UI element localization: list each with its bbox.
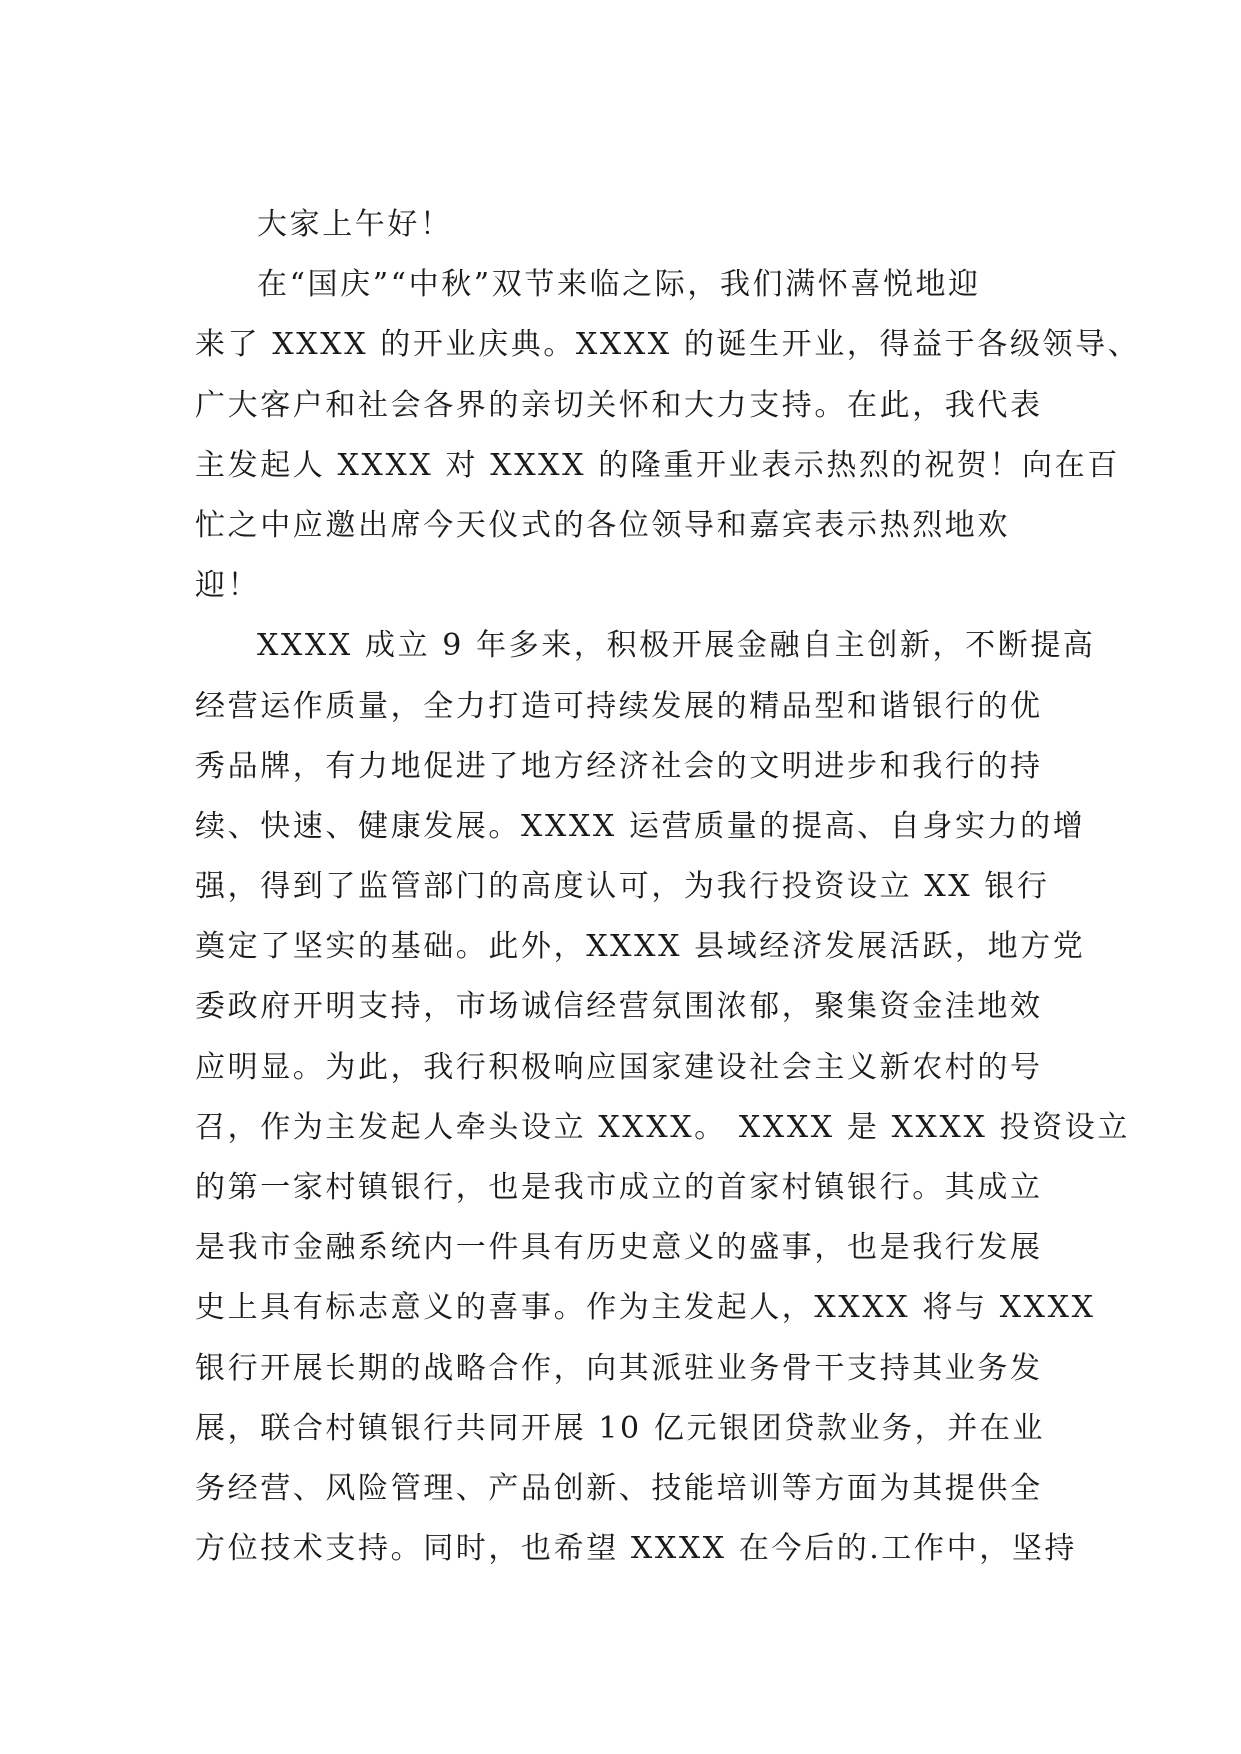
paragraph-line: 续、快速、健康发展。XXXX 运营质量的提高、自身实力的增	[195, 808, 1086, 844]
document-body	[195, 195, 1141, 1579]
paragraph-line: 广大客户和社会各界的亲切关怀和大力支持。在此，我代表	[195, 387, 1043, 423]
paragraph-line: 召，作为主发起人牵头设立 XXXX。 XXXX 是 XXXX 投资设立	[195, 1109, 1130, 1145]
paragraph-line: 忙之中应邀出席今天仪式的各位领导和嘉宾表示热烈地欢	[195, 507, 1010, 543]
paragraph-line: 在“国庆”“中秋”双节来临之际，我们满怀喜悦地迎	[257, 267, 981, 303]
paragraph-line: 奠定了坚实的基础。此外，XXXX 县域经济发展活跃，地方党	[195, 929, 1086, 965]
paragraph-line: 迎！	[195, 568, 261, 604]
paragraph-line: 主发起人 XXXX 对 XXXX 的隆重开业表示热烈的祝贺！向在百	[195, 447, 1120, 483]
paragraph-line: 委政府开明支持，市场诚信经营氛围浓郁，聚集资金洼地效	[195, 989, 1043, 1025]
paragraph-line: 是我市金融系统内一件具有历史意义的盛事，也是我行发展	[195, 1230, 1043, 1266]
paragraph-line: 来了 XXXX 的开业庆典。XXXX 的诞生开业，得益于各级领导、	[195, 327, 1141, 363]
paragraph-line: 方位技术支持。同时，也希望 XXXX 在今后的.工作中，坚持	[195, 1531, 1078, 1567]
paragraph-line: 银行开展长期的战略合作，向其派驻业务骨干支持其业务发	[195, 1350, 1043, 1386]
paragraph-opening	[195, 255, 1141, 616]
paragraph-line: 大家上午好！	[257, 207, 453, 242]
paragraph-main	[195, 616, 1130, 1579]
paragraph-line: 的第一家村镇银行，也是我市成立的首家村镇银行。其成立	[195, 1170, 1043, 1205]
paragraph-line: XXXX 成立 9 年多来，积极开展金融自主创新，不断提高	[257, 628, 1096, 664]
paragraph-greeting	[195, 195, 1055, 255]
paragraph-line: 展，联合村镇银行共同开展 10 亿元银团贷款业务，并在业	[195, 1410, 1046, 1446]
paragraph-line: 强，得到了监管部门的高度认可，为我行投资设立 XX 银行	[195, 869, 1050, 905]
paragraph-line: 务经营、风险管理、产品创新、技能培训等方面为其提供全	[195, 1470, 1043, 1506]
paragraph-line: 应明显。为此，我行积极响应国家建设社会主义新农村的号	[195, 1049, 1043, 1085]
paragraph-line: 经营运作质量，全力打造可持续发展的精品型和谐银行的优	[195, 688, 1043, 724]
paragraph-line: 秀品牌，有力地促进了地方经济社会的文明进步和我行的持	[195, 748, 1043, 784]
paragraph-line: 史上具有标志意义的喜事。作为主发起人，XXXX 将与 XXXX	[195, 1290, 1096, 1326]
